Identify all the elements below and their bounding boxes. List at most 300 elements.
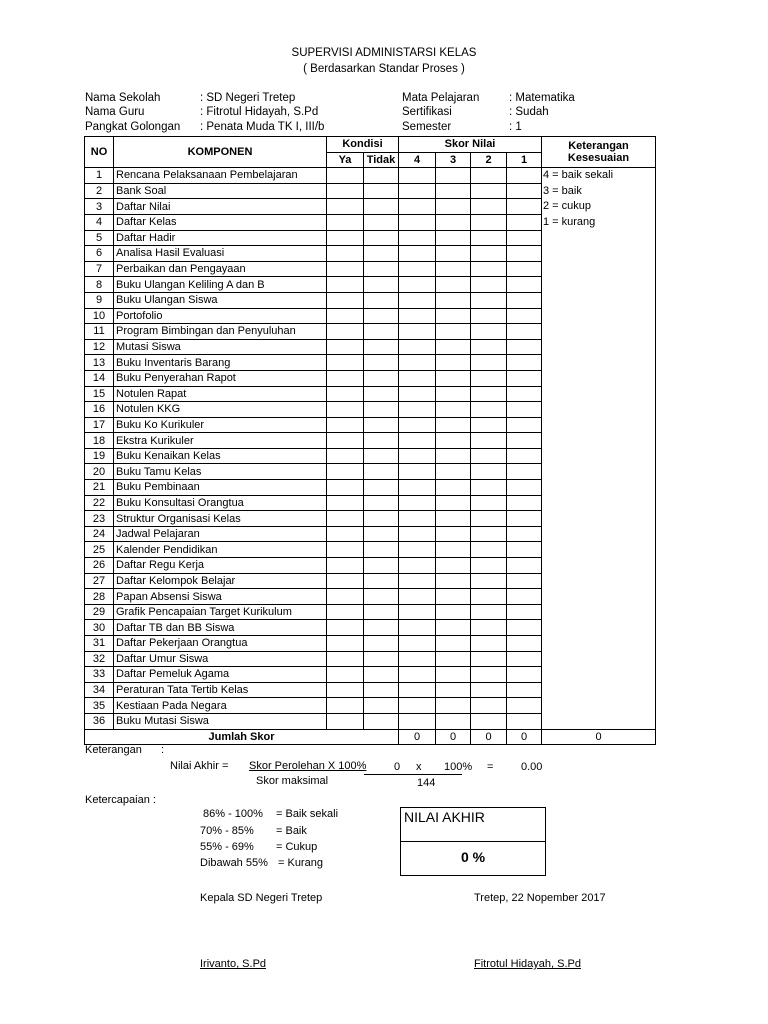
- row-cell-skor-2: [471, 620, 507, 636]
- row-cell-tidak: [364, 713, 399, 729]
- formula-denominator: Skor maksimal: [256, 775, 329, 787]
- row-komponen: Struktur Organisasi Kelas: [114, 511, 327, 527]
- row-number: 14: [85, 370, 114, 386]
- row-cell-skor-4: [399, 526, 436, 542]
- row-cell-skor-2: [471, 339, 507, 355]
- row-cell-tidak: [364, 464, 399, 480]
- row-cell-skor-1: [507, 573, 542, 589]
- nilai-akhir-box-label: NILAI AKHIR: [401, 808, 545, 842]
- row-komponen: Daftar Regu Kerja: [114, 558, 327, 574]
- row-cell-skor-3: [436, 370, 471, 386]
- signature-right-name: Fitrotul Hidayah, S.Pd: [474, 958, 581, 970]
- row-number: 2: [85, 183, 114, 199]
- row-cell-ya: [327, 324, 364, 340]
- row-cell-skor-1: [507, 386, 542, 402]
- row-cell-skor-1: [507, 277, 542, 293]
- row-number: 13: [85, 355, 114, 371]
- formula-numerator: Skor Perolehan X 100%: [249, 760, 367, 772]
- row-cell-skor-1: [507, 230, 542, 246]
- row-cell-skor-2: [471, 183, 507, 199]
- row-komponen: Analisa Hasil Evaluasi: [114, 246, 327, 262]
- row-cell-skor-2: [471, 199, 507, 215]
- row-komponen: Daftar Umur Siswa: [114, 651, 327, 667]
- row-cell-skor-4: [399, 480, 436, 496]
- row-cell-skor-2: [471, 277, 507, 293]
- row-cell-ya: [327, 168, 364, 184]
- row-komponen: Daftar Kelompok Belajar: [114, 573, 327, 589]
- header-skor-1: 1: [507, 152, 542, 168]
- row-number: 4: [85, 214, 114, 230]
- row-cell-skor-3: [436, 698, 471, 714]
- row-cell-ya: [327, 402, 364, 418]
- row-cell-skor-3: [436, 339, 471, 355]
- row-cell-skor-1: [507, 558, 542, 574]
- row-cell-skor-4: [399, 589, 436, 605]
- row-cell-skor-1: [507, 324, 542, 340]
- row-cell-skor-3: [436, 355, 471, 371]
- row-number: 15: [85, 386, 114, 402]
- row-komponen: Peraturan Tata Tertib Kelas: [114, 682, 327, 698]
- header-kondisi: Kondisi: [327, 137, 399, 153]
- row-cell-skor-1: [507, 199, 542, 215]
- row-cell-skor-2: [471, 511, 507, 527]
- row-cell-skor-3: [436, 589, 471, 605]
- keterangan-legend-line: 1 = kurang: [543, 215, 596, 228]
- row-cell-skor-1: [507, 542, 542, 558]
- row-cell-skor-1: [507, 589, 542, 605]
- nilai-akhir-label: Nilai Akhir =: [170, 760, 229, 772]
- row-cell-skor-4: [399, 168, 436, 184]
- row-komponen: Kestiaan Pada Negara: [114, 698, 327, 714]
- row-cell-ya: [327, 526, 364, 542]
- row-cell-skor-1: [507, 448, 542, 464]
- keterangan-label: Keterangan: [85, 744, 142, 756]
- row-cell-ya: [327, 214, 364, 230]
- row-cell-skor-4: [399, 495, 436, 511]
- total-skor-3: 0: [436, 729, 471, 745]
- ketercapaian-range-1: 86% - 100%: [203, 808, 263, 820]
- formula-max: 144: [417, 777, 436, 789]
- row-cell-ya: [327, 261, 364, 277]
- header-skor-nilai: Skor Nilai: [399, 137, 542, 153]
- formula-value: 0: [394, 761, 401, 773]
- total-skor-2: 0: [471, 729, 507, 745]
- formula-fraction-line: [364, 774, 462, 775]
- row-number: 9: [85, 292, 114, 308]
- row-number: 25: [85, 542, 114, 558]
- row-cell-skor-1: [507, 636, 542, 652]
- row-number: 28: [85, 589, 114, 605]
- row-cell-ya: [327, 682, 364, 698]
- row-cell-tidak: [364, 417, 399, 433]
- row-cell-skor-2: [471, 246, 507, 262]
- row-cell-ya: [327, 713, 364, 729]
- row-komponen: Buku Ulangan Keliling A dan B: [114, 277, 327, 293]
- row-cell-tidak: [364, 573, 399, 589]
- row-number: 23: [85, 511, 114, 527]
- row-komponen: Daftar TB dan BB Siswa: [114, 620, 327, 636]
- row-cell-skor-3: [436, 402, 471, 418]
- row-number: 31: [85, 636, 114, 652]
- info-value-guru: : Fitrotul Hidayah, S.Pd: [200, 106, 319, 118]
- row-cell-skor-4: [399, 511, 436, 527]
- row-cell-ya: [327, 230, 364, 246]
- row-cell-tidak: [364, 558, 399, 574]
- row-cell-skor-2: [471, 636, 507, 652]
- total-keterangan: 0: [542, 729, 656, 745]
- row-cell-skor-4: [399, 620, 436, 636]
- row-cell-skor-2: [471, 261, 507, 277]
- row-cell-skor-2: [471, 386, 507, 402]
- info-value-semester: : 1: [509, 121, 522, 133]
- row-cell-tidak: [364, 651, 399, 667]
- row-number: 20: [85, 464, 114, 480]
- row-cell-skor-1: [507, 168, 542, 184]
- row-cell-skor-4: [399, 308, 436, 324]
- row-cell-tidak: [364, 261, 399, 277]
- row-cell-skor-3: [436, 682, 471, 698]
- row-cell-ya: [327, 464, 364, 480]
- row-cell-skor-1: [507, 214, 542, 230]
- row-cell-skor-4: [399, 542, 436, 558]
- row-cell-ya: [327, 355, 364, 371]
- row-komponen: Daftar Pemeluk Agama: [114, 667, 327, 683]
- row-cell-tidak: [364, 620, 399, 636]
- row-cell-skor-4: [399, 183, 436, 199]
- row-cell-tidak: [364, 339, 399, 355]
- row-cell-skor-3: [436, 480, 471, 496]
- row-cell-tidak: [364, 324, 399, 340]
- row-cell-tidak: [364, 698, 399, 714]
- row-komponen: Buku Penyerahan Rapot: [114, 370, 327, 386]
- row-number: 26: [85, 558, 114, 574]
- row-komponen: Buku Ulangan Siswa: [114, 292, 327, 308]
- row-cell-ya: [327, 417, 364, 433]
- total-label: Jumlah Skor: [85, 729, 399, 745]
- row-cell-skor-3: [436, 214, 471, 230]
- row-cell-ya: [327, 558, 364, 574]
- row-cell-skor-1: [507, 246, 542, 262]
- row-cell-skor-3: [436, 308, 471, 324]
- row-cell-tidak: [364, 402, 399, 418]
- row-number: 10: [85, 308, 114, 324]
- row-cell-skor-3: [436, 168, 471, 184]
- signature-left-name: Irivanto, S.Pd: [200, 958, 267, 970]
- row-cell-skor-4: [399, 651, 436, 667]
- ketercapaian-range-4: Dibawah 55%: [200, 857, 268, 869]
- row-number: 29: [85, 604, 114, 620]
- row-cell-tidak: [364, 589, 399, 605]
- row-cell-skor-1: [507, 511, 542, 527]
- row-cell-ya: [327, 183, 364, 199]
- header-skor-3: 3: [436, 152, 471, 168]
- row-cell-skor-2: [471, 308, 507, 324]
- row-cell-skor-4: [399, 667, 436, 683]
- row-cell-skor-3: [436, 386, 471, 402]
- row-cell-skor-1: [507, 464, 542, 480]
- row-cell-tidak: [364, 355, 399, 371]
- row-number: 7: [85, 261, 114, 277]
- row-komponen: Kalender Pendidikan: [114, 542, 327, 558]
- row-cell-skor-3: [436, 199, 471, 215]
- row-cell-skor-4: [399, 261, 436, 277]
- row-number: 17: [85, 417, 114, 433]
- row-cell-ya: [327, 511, 364, 527]
- row-komponen: Papan Absensi Siswa: [114, 589, 327, 605]
- row-cell-ya: [327, 495, 364, 511]
- formula-equals: =: [487, 761, 494, 773]
- row-cell-skor-4: [399, 214, 436, 230]
- row-cell-skor-2: [471, 480, 507, 496]
- row-cell-ya: [327, 448, 364, 464]
- row-cell-skor-1: [507, 339, 542, 355]
- row-cell-skor-3: [436, 526, 471, 542]
- ketercapaian-desc-4: = Kurang: [278, 857, 323, 869]
- row-komponen: Mutasi Siswa: [114, 339, 327, 355]
- ketercapaian-desc-1: = Baik sekali: [276, 808, 339, 820]
- row-cell-skor-1: [507, 713, 542, 729]
- row-komponen: Buku Mutasi Siswa: [114, 713, 327, 729]
- row-komponen: Daftar Pekerjaan Orangtua: [114, 636, 327, 652]
- header-keterangan: Keterangan Kesesuaian: [542, 137, 656, 168]
- row-cell-skor-3: [436, 558, 471, 574]
- row-komponen: Portofolio: [114, 308, 327, 324]
- row-komponen: Ekstra Kurikuler: [114, 433, 327, 449]
- row-cell-ya: [327, 651, 364, 667]
- row-cell-ya: [327, 636, 364, 652]
- row-cell-ya: [327, 370, 364, 386]
- row-cell-skor-2: [471, 402, 507, 418]
- row-cell-skor-3: [436, 246, 471, 262]
- row-cell-ya: [327, 480, 364, 496]
- row-cell-skor-4: [399, 292, 436, 308]
- row-komponen: Perbaikan dan Pengayaan: [114, 261, 327, 277]
- formula-result: 0.00: [521, 761, 543, 773]
- row-cell-skor-3: [436, 511, 471, 527]
- row-cell-skor-1: [507, 698, 542, 714]
- row-number: 24: [85, 526, 114, 542]
- row-cell-skor-1: [507, 370, 542, 386]
- row-cell-skor-1: [507, 495, 542, 511]
- row-cell-tidak: [364, 495, 399, 511]
- row-number: 8: [85, 277, 114, 293]
- row-cell-tidak: [364, 511, 399, 527]
- row-cell-tidak: [364, 370, 399, 386]
- row-cell-tidak: [364, 682, 399, 698]
- row-cell-tidak: [364, 292, 399, 308]
- row-cell-ya: [327, 292, 364, 308]
- row-number: 5: [85, 230, 114, 246]
- row-cell-skor-4: [399, 246, 436, 262]
- row-cell-skor-3: [436, 542, 471, 558]
- info-label-sekolah: Nama Sekolah: [85, 92, 161, 104]
- row-cell-skor-2: [471, 230, 507, 246]
- keterangan-legend-line: 2 = cukup: [543, 200, 592, 213]
- row-komponen: Program Bimbingan dan Penyuluhan: [114, 324, 327, 340]
- row-number: 22: [85, 495, 114, 511]
- row-cell-tidak: [364, 168, 399, 184]
- row-cell-ya: [327, 433, 364, 449]
- row-cell-skor-1: [507, 526, 542, 542]
- row-cell-skor-1: [507, 355, 542, 371]
- header-ya: Ya: [327, 152, 364, 168]
- header-skor-2: 2: [471, 152, 507, 168]
- row-number: 3: [85, 199, 114, 215]
- row-komponen: Daftar Hadir: [114, 230, 327, 246]
- row-cell-skor-4: [399, 464, 436, 480]
- row-cell-skor-4: [399, 324, 436, 340]
- row-cell-tidak: [364, 308, 399, 324]
- info-value-pangkat: : Penata Muda TK I, III/b: [200, 121, 325, 133]
- row-cell-ya: [327, 199, 364, 215]
- ketercapaian-desc-2: = Baik: [276, 825, 307, 837]
- supervision-table: [84, 136, 656, 745]
- row-cell-skor-2: [471, 448, 507, 464]
- row-cell-skor-3: [436, 573, 471, 589]
- row-number: 30: [85, 620, 114, 636]
- row-cell-ya: [327, 573, 364, 589]
- row-number: 6: [85, 246, 114, 262]
- row-cell-skor-3: [436, 417, 471, 433]
- row-cell-skor-1: [507, 308, 542, 324]
- row-cell-skor-2: [471, 417, 507, 433]
- row-cell-skor-3: [436, 651, 471, 667]
- row-cell-skor-2: [471, 682, 507, 698]
- row-cell-skor-2: [471, 292, 507, 308]
- row-number: 18: [85, 433, 114, 449]
- row-cell-tidak: [364, 214, 399, 230]
- keterangan-colon: :: [161, 744, 165, 756]
- nilai-akhir-box-value: 0 %: [460, 849, 486, 865]
- row-cell-ya: [327, 604, 364, 620]
- ketercapaian-range-2: 70% - 85%: [200, 825, 254, 837]
- row-cell-skor-3: [436, 604, 471, 620]
- formula-percent: 100%: [444, 761, 473, 773]
- row-cell-tidak: [364, 480, 399, 496]
- row-cell-skor-4: [399, 417, 436, 433]
- row-cell-skor-3: [436, 433, 471, 449]
- row-cell-tidak: [364, 448, 399, 464]
- row-cell-skor-1: [507, 261, 542, 277]
- row-cell-skor-2: [471, 558, 507, 574]
- row-cell-skor-1: [507, 480, 542, 496]
- row-cell-skor-2: [471, 526, 507, 542]
- row-cell-skor-3: [436, 713, 471, 729]
- info-value-mapel: : Matematika: [509, 92, 575, 104]
- row-cell-skor-3: [436, 636, 471, 652]
- row-number: 34: [85, 682, 114, 698]
- row-cell-skor-2: [471, 464, 507, 480]
- row-komponen: Rencana Pelaksanaan Pembelajaran: [114, 168, 327, 184]
- row-cell-skor-1: [507, 417, 542, 433]
- total-skor-1: 0: [507, 729, 542, 745]
- row-cell-skor-2: [471, 214, 507, 230]
- row-cell-skor-4: [399, 386, 436, 402]
- row-cell-tidak: [364, 230, 399, 246]
- row-cell-ya: [327, 698, 364, 714]
- row-cell-skor-4: [399, 604, 436, 620]
- total-skor-4: 0: [399, 729, 436, 745]
- row-cell-ya: [327, 620, 364, 636]
- row-komponen: Buku Inventaris Barang: [114, 355, 327, 371]
- row-cell-skor-4: [399, 558, 436, 574]
- row-cell-skor-2: [471, 698, 507, 714]
- formula-times: x: [416, 761, 422, 773]
- row-cell-skor-1: [507, 292, 542, 308]
- row-cell-ya: [327, 308, 364, 324]
- row-cell-skor-2: [471, 589, 507, 605]
- row-number: 33: [85, 667, 114, 683]
- row-cell-skor-1: [507, 667, 542, 683]
- row-number: 11: [85, 324, 114, 340]
- row-cell-tidak: [364, 199, 399, 215]
- keterangan-legend-line: 4 = baik sekali: [543, 169, 614, 182]
- row-cell-ya: [327, 277, 364, 293]
- row-cell-skor-2: [471, 355, 507, 371]
- row-cell-skor-1: [507, 651, 542, 667]
- row-cell-skor-3: [436, 495, 471, 511]
- row-cell-skor-4: [399, 448, 436, 464]
- row-number: 1: [85, 168, 114, 184]
- row-cell-ya: [327, 386, 364, 402]
- header-skor-4: 4: [399, 152, 436, 168]
- info-value-sekolah: : SD Negeri Tretep: [200, 92, 296, 104]
- row-komponen: Notulen KKG: [114, 402, 327, 418]
- row-cell-skor-2: [471, 542, 507, 558]
- row-cell-skor-3: [436, 324, 471, 340]
- row-cell-skor-2: [471, 713, 507, 729]
- row-cell-skor-3: [436, 230, 471, 246]
- row-cell-skor-4: [399, 199, 436, 215]
- row-cell-tidak: [364, 277, 399, 293]
- row-cell-ya: [327, 246, 364, 262]
- row-cell-ya: [327, 339, 364, 355]
- row-cell-tidak: [364, 604, 399, 620]
- row-komponen: Buku Kenaikan Kelas: [114, 448, 327, 464]
- row-komponen: Bank Soal: [114, 183, 327, 199]
- document-subtitle: ( Berdasarkan Standar Proses ): [303, 63, 465, 75]
- row-cell-skor-3: [436, 261, 471, 277]
- row-cell-tidak: [364, 667, 399, 683]
- row-cell-skor-3: [436, 292, 471, 308]
- row-number: 32: [85, 651, 114, 667]
- info-label-sertifikasi: Sertifikasi: [402, 106, 452, 118]
- row-cell-tidak: [364, 433, 399, 449]
- row-cell-ya: [327, 667, 364, 683]
- row-cell-skor-4: [399, 573, 436, 589]
- row-cell-ya: [327, 542, 364, 558]
- row-cell-tidak: [364, 542, 399, 558]
- row-cell-tidak: [364, 246, 399, 262]
- row-cell-skor-4: [399, 230, 436, 246]
- row-cell-skor-1: [507, 604, 542, 620]
- row-number: 36: [85, 713, 114, 729]
- row-number: 35: [85, 698, 114, 714]
- row-cell-skor-3: [436, 183, 471, 199]
- info-label-pangkat: Pangkat Golongan: [85, 121, 181, 133]
- row-number: 16: [85, 402, 114, 418]
- row-cell-skor-3: [436, 277, 471, 293]
- row-komponen: Buku Ko Kurikuler: [114, 417, 327, 433]
- row-number: 12: [85, 339, 114, 355]
- document-title: SUPERVISI ADMINISTARSI KELAS: [291, 47, 477, 59]
- row-cell-skor-3: [436, 464, 471, 480]
- nilai-akhir-box: [400, 807, 546, 876]
- row-cell-skor-2: [471, 495, 507, 511]
- row-cell-skor-4: [399, 277, 436, 293]
- keterangan-legend-line: 3 = baik: [543, 184, 582, 197]
- row-komponen: Grafik Pencapaian Target Kurikulum: [114, 604, 327, 620]
